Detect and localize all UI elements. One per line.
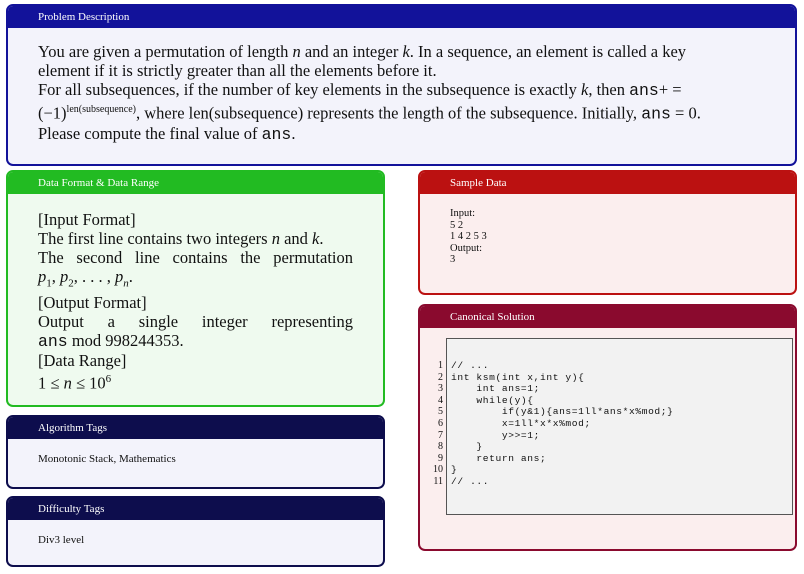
algorithm-tags-title: Algorithm Tags (8, 417, 383, 439)
line-number: 6 (438, 418, 443, 429)
line-number: 8 (438, 441, 443, 453)
sample-data-title: Sample Data (420, 172, 795, 194)
problem-line-2: element if it is strictly greater than all the elements before it. (38, 61, 437, 80)
code-text: // ... (451, 476, 490, 487)
problem-line-3: For all subsequences, if the number of key elements in the subsequence is exactly k, then ans+ = (38, 80, 682, 100)
sample-data-box (418, 170, 797, 295)
line-number: 9 (438, 452, 443, 464)
data-range-header: [Data Range] (38, 351, 127, 371)
code-text: int ans=1; (451, 383, 541, 395)
problem-line-1: You are given a permutation of length n and an integer k. In a sequence, an element is called a key (38, 42, 687, 61)
line-number: 11 (433, 476, 443, 487)
line-number: 7 (438, 429, 443, 441)
code-text: return ans; (451, 452, 547, 464)
sample-line: 5 2 (450, 219, 464, 231)
code-text: y>>=1; (451, 429, 541, 441)
algorithm-tags-list: Monotonic Stack, Mathematics (38, 453, 176, 465)
difficulty-level: Div3 level (38, 534, 85, 546)
problem-description-title: Problem Description (8, 6, 795, 28)
code-text: } (451, 464, 458, 476)
output-format-header: [Output Format] (38, 293, 147, 313)
code-text: if(y&1){ans=1ll*ans*x%mod;} (451, 406, 674, 418)
output-format-line-2: ans mod 998244353. (38, 331, 184, 352)
algorithm-tags-box (6, 415, 385, 489)
sample-data-body (420, 194, 795, 266)
line-number: 3 (438, 383, 443, 395)
problem-description-body (8, 28, 795, 144)
input-format-line-1: The first line contains two integers n and k. (38, 229, 324, 248)
code-block (433, 338, 793, 515)
difficulty-tags-title: Difficulty Tags (8, 498, 383, 520)
code-text: } (451, 441, 483, 453)
sample-line: 3 (450, 254, 456, 265)
code-text: x=1ll*x*x%mod; (451, 418, 591, 429)
data-format-title: Data Format & Data Range (8, 172, 383, 194)
code-text: while(y){ (451, 394, 534, 406)
problem-description-box (6, 4, 797, 166)
data-format-box (6, 170, 385, 407)
line-number: 1 (438, 360, 443, 371)
input-format-header: [Input Format] (38, 210, 136, 229)
code-text: // ... (451, 360, 490, 371)
problem-line-4: $(-1)^{len(subsequence)}$, where len(subsequence) represents the length of the subsequence. Initially, ans = 0. (38, 103, 701, 124)
permutation-notation: $p_1$, $p_2$, . . . , $p_n$. (38, 267, 133, 290)
difficulty-tags-box (6, 496, 385, 567)
canonical-solution-box (418, 304, 797, 551)
problem-line-5: Please compute the final value of ans. (38, 123, 296, 144)
input-format-line-2: The second line contains the permutation (38, 248, 353, 267)
canonical-solution-title: Canonical Solution (420, 306, 795, 328)
sample-line: 1 4 2 5 3 (450, 231, 487, 242)
data-range-value: $1 \le n \le 10^6$ (38, 373, 112, 393)
sample-line: Output: (450, 242, 483, 254)
line-number: 10 (433, 464, 443, 476)
line-number: 5 (438, 406, 443, 418)
sample-line: Input: (450, 208, 476, 219)
data-format-body (8, 194, 383, 393)
line-number: 4 (438, 394, 443, 406)
code-text: int ksm(int x,int y){ (451, 371, 585, 383)
line-number: 2 (438, 371, 443, 383)
output-format-line-1: Output a single integer representing (38, 312, 353, 332)
